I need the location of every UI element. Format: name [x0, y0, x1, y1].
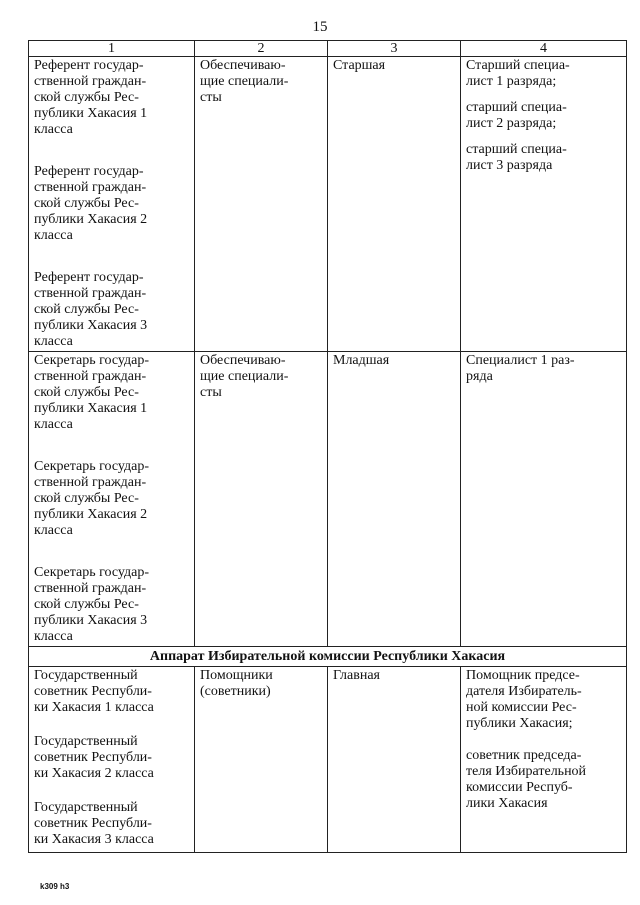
position-title: Государственный советник Республи- ки Хакасия 3 класса [34, 800, 154, 847]
page-number: 15 [312, 19, 328, 35]
group-cell [328, 667, 461, 853]
equivalent-position: Помощник предсе- дателя Избиратель- ной комиссии Рес- публики Хакасия; [466, 668, 582, 731]
group-cell [328, 57, 461, 352]
equivalent-position-cell [461, 352, 627, 647]
table-row [29, 352, 627, 647]
category-text: Обеспечиваю- щие специали- сты [200, 58, 289, 105]
position-title: Государственный советник Республи- ки Хакасия 2 класса [34, 734, 154, 781]
equivalent-position: советник председа- теля Избирательной комиссии Респуб- лики Хакасия [466, 748, 587, 811]
column-header: 4 [461, 41, 627, 57]
position-title: Референт государ- ственной граждан- ской службы Рес- публики Хакасия 2 класса [34, 164, 148, 243]
group-text: Младшая [333, 353, 390, 368]
table-row [29, 667, 627, 853]
position-title: Референт государ- ственной граждан- ской службы Рес- публики Хакасия 1 класса [34, 58, 148, 137]
position-title-cell [29, 667, 195, 853]
position-title: Секретарь государ- ственной граждан- ской службы Рес- публики Хакасия 2 класса [34, 459, 150, 538]
group-text: Главная [333, 668, 380, 683]
table-row [29, 57, 627, 352]
position-title: Секретарь государ- ственной граждан- ской службы Рес- публики Хакасия 3 класса [34, 565, 150, 644]
category-cell [195, 667, 328, 853]
column-header: 2 [195, 41, 328, 57]
staff-positions-table [28, 40, 627, 853]
equivalent-position: старший специа- лист 2 разряда; [466, 100, 567, 131]
group-cell [328, 352, 461, 647]
category-text: Обеспечиваю- щие специали- сты [200, 353, 289, 400]
position-title: Референт государ- ственной граждан- ской службы Рес- публики Хакасия 3 класса [34, 270, 148, 349]
category-text: Помощники (советники) [200, 668, 273, 699]
group-text: Старшая [333, 58, 386, 73]
category-cell [195, 352, 328, 647]
position-title: Секретарь государ- ственной граждан- ской службы Рес- публики Хакасия 1 класса [34, 353, 150, 432]
equivalent-position-cell [461, 667, 627, 853]
column-header: 3 [328, 41, 461, 57]
position-title: Государственный советник Республи- ки Хакасия 1 класса [34, 668, 154, 715]
table-header-row [29, 41, 627, 57]
column-header: 1 [29, 41, 195, 57]
footer-code: k309 h3 [40, 882, 70, 891]
equivalent-position: Специалист 1 раз- ряда [466, 353, 575, 384]
category-cell [195, 57, 328, 352]
section-title: Аппарат Избирательной комиссии Республики Хакасия [29, 647, 627, 667]
equivalent-position-cell [461, 57, 627, 352]
section-header-row [29, 647, 627, 667]
equivalent-position: Старший специа- лист 1 разряда; [466, 58, 570, 89]
position-title-cell [29, 352, 195, 647]
position-title-cell [29, 57, 195, 352]
equivalent-position: старший специа- лист 3 разряда [466, 142, 567, 173]
